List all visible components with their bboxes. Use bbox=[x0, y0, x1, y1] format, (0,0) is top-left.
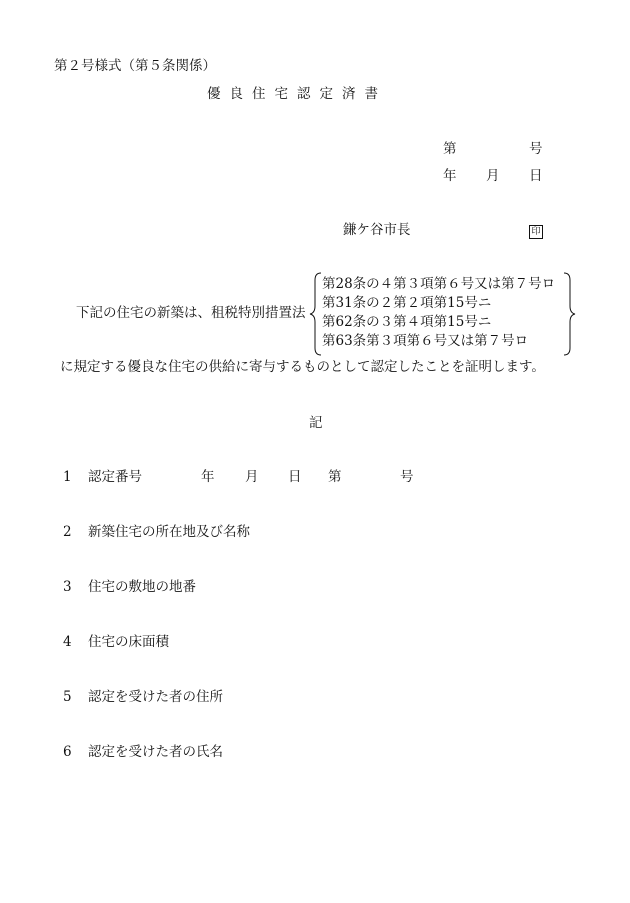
seal-icon: 印 bbox=[529, 225, 543, 239]
form-label: 第２号様式（第５条関係） bbox=[54, 58, 216, 74]
issuer-name: 鎌ケ谷市長 bbox=[343, 222, 411, 238]
item-number: 6 bbox=[63, 744, 72, 760]
seal-mark bbox=[529, 224, 543, 239]
cert-year: 年 bbox=[201, 469, 215, 485]
item-number: 3 bbox=[63, 579, 72, 595]
cert-dai: 第 bbox=[328, 469, 342, 485]
item-number: 5 bbox=[63, 689, 72, 705]
law-article-option: 第62条の３第４項第15号ニ bbox=[322, 314, 492, 330]
ki-heading: 記 bbox=[309, 415, 323, 431]
item-label: 新築住宅の所在地及び名称 bbox=[88, 524, 250, 540]
item-label: 認定番号 bbox=[88, 469, 142, 485]
cert-day: 日 bbox=[288, 469, 302, 485]
item-label: 住宅の敷地の地番 bbox=[88, 579, 196, 595]
cert-month: 月 bbox=[245, 469, 259, 485]
law-article-option: 第63条第３項第６号又は第７号ロ bbox=[322, 333, 529, 349]
document-title: 優良住宅認定済書 bbox=[207, 86, 387, 102]
number-prefix: 第 bbox=[443, 141, 457, 157]
item-label: 認定を受けた者の住所 bbox=[88, 689, 223, 705]
body-continuation: に規定する優良な住宅の供給に寄与するものとして認定したことを証明します。 bbox=[60, 359, 545, 375]
right-brace-icon bbox=[562, 272, 576, 356]
date-day: 日 bbox=[529, 168, 543, 184]
item-label: 認定を受けた者の氏名 bbox=[88, 744, 223, 760]
item-number: 2 bbox=[63, 524, 72, 540]
cert-go: 号 bbox=[400, 469, 414, 485]
number-suffix: 号 bbox=[529, 141, 543, 157]
item-number: 4 bbox=[63, 634, 72, 650]
law-article-option: 第28条の４第３項第６号又は第７号ロ bbox=[322, 276, 556, 292]
left-brace-icon bbox=[309, 272, 323, 356]
date-year: 年 bbox=[443, 168, 457, 184]
date-month: 月 bbox=[486, 168, 500, 184]
item-number: 1 bbox=[63, 469, 72, 485]
law-article-option: 第31条の２第２項第15号ニ bbox=[322, 295, 492, 311]
body-lead: 下記の住宅の新築は、租税特別措置法 bbox=[76, 305, 306, 321]
item-label: 住宅の床面積 bbox=[88, 634, 169, 650]
